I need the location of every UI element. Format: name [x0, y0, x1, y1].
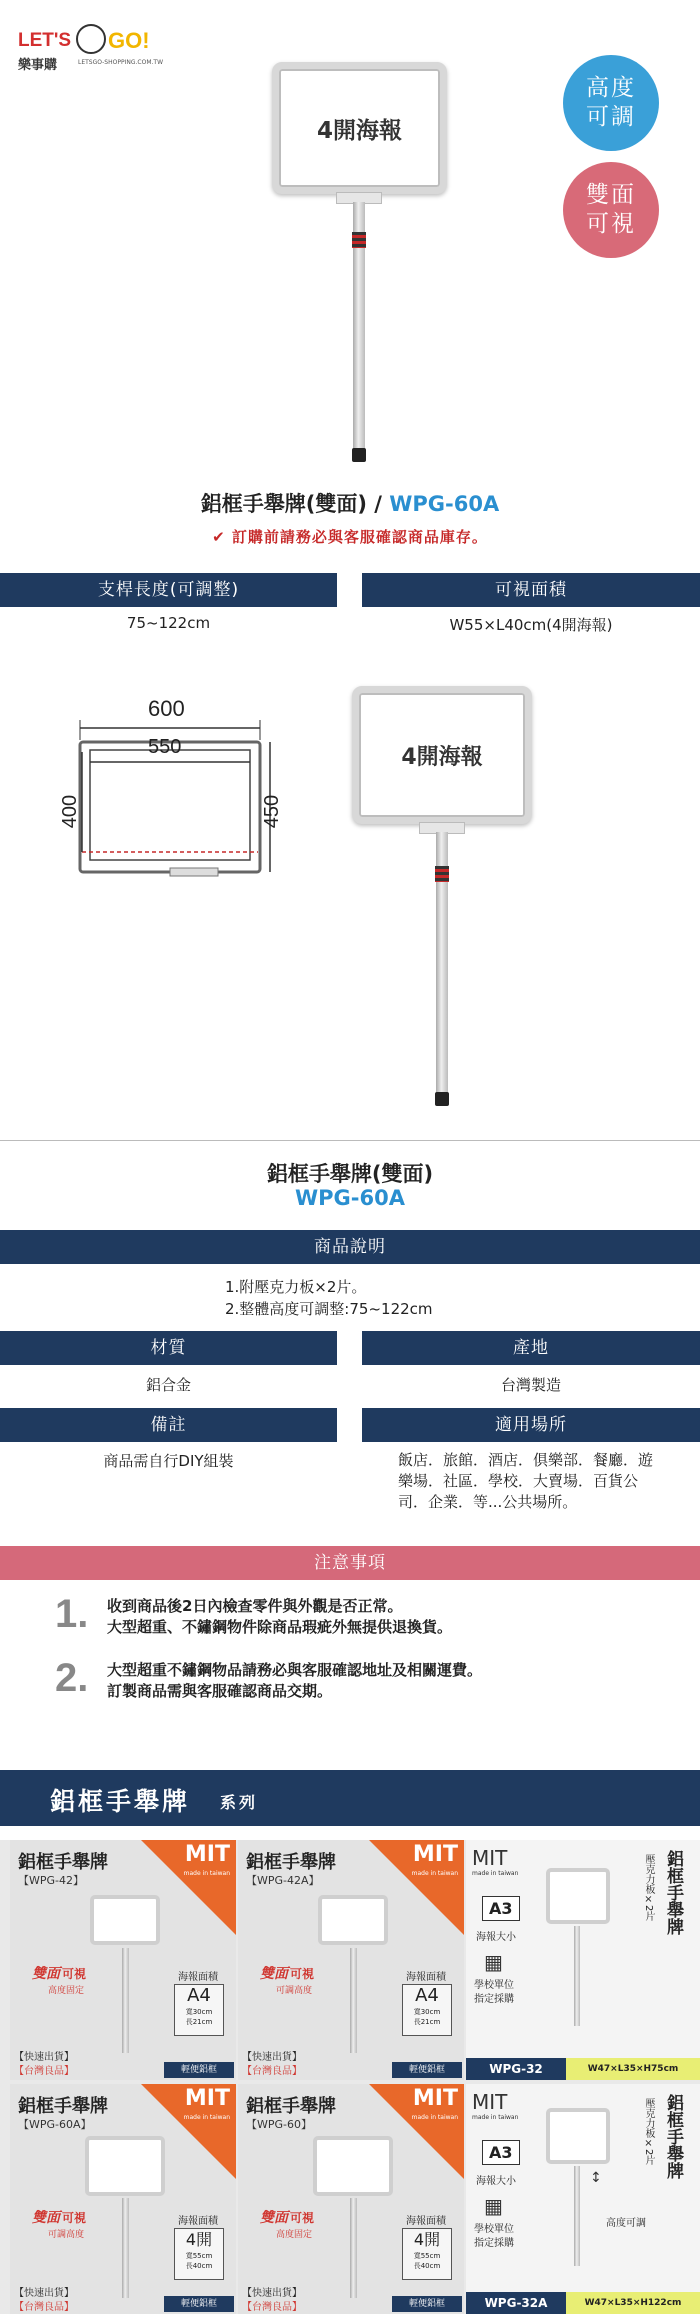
card-length: 長21cm — [413, 2018, 441, 2026]
series-card[interactable] — [10, 2084, 236, 2314]
hero-poster-label: 4開海報 — [316, 117, 402, 144]
dimension-diagram — [60, 690, 300, 890]
diagram-poster-frame — [352, 686, 532, 824]
card-mit-label: MIT — [184, 1842, 230, 1867]
card-feat-2: 可視 — [290, 1967, 315, 1981]
card-made-in-taiwan: made in taiwan — [411, 1870, 458, 1877]
card-title: 鋁框手舉牌 — [246, 2096, 336, 2117]
stock-notice: ✔ 訂購前請務必與客服確認商品庫存。 — [212, 528, 488, 546]
side-mit: MIT — [472, 2090, 508, 2114]
side-v-sub: 壓克力板×2片 — [643, 2098, 654, 2166]
card-length: 長40cm — [185, 2262, 213, 2270]
section-divider — [0, 1140, 700, 1141]
dim-450: 450 — [261, 794, 284, 829]
card-feat-2: 可視 — [62, 1967, 87, 1981]
card-pole — [122, 1948, 129, 2053]
series-title: 鋁框手舉牌 — [50, 1787, 191, 1816]
card-mit-label: MIT — [184, 2086, 230, 2111]
side-school: 學校單位 — [474, 2224, 514, 2235]
side-pole — [574, 1926, 580, 2026]
card-size-box — [174, 1984, 224, 2036]
diagram-pole-joint — [435, 866, 449, 882]
hero-product-image — [272, 62, 447, 462]
card-product-thumb — [318, 1895, 388, 1945]
hero-poster-frame — [272, 62, 447, 194]
card-feat-1: 雙面 — [32, 2210, 60, 2226]
card-ship: 【快速出貨】 — [242, 2052, 302, 2063]
card-pole — [350, 2198, 357, 2298]
card-pole — [350, 1948, 357, 2053]
side-card-wpg-32a[interactable] — [466, 2084, 700, 2314]
card-title: 鋁框手舉牌 — [246, 1852, 336, 1873]
card-good: 【台灣良品】 — [14, 2066, 74, 2077]
series-card[interactable] — [10, 1840, 236, 2080]
card-made-in-taiwan: made in taiwan — [411, 2114, 458, 2121]
remark-header: 備註 — [0, 1408, 337, 1442]
side-adj: 高度可調 — [606, 2218, 646, 2229]
usage-header: 適用場所 — [362, 1408, 700, 1442]
series-card[interactable] — [238, 2084, 464, 2314]
note-2-line-1: 大型超重不鏽鋼物品請務必與客服確認地址及相關運費。 — [107, 1661, 483, 1679]
product-title-model: WPG-60A — [389, 492, 500, 516]
card-title: 鋁框手舉牌 — [18, 2096, 108, 2117]
card-feat-3: 可調高度 — [276, 1986, 313, 1996]
card-tag: 輕便鋁框 — [164, 2062, 234, 2078]
side-mit: MIT — [472, 1846, 508, 1870]
badge-double-line2: 可視 — [586, 211, 636, 237]
card-size: 4開 — [185, 2230, 213, 2249]
desc-lines — [225, 1276, 433, 1320]
origin-header: 產地 — [362, 1331, 700, 1365]
side-product-thumb — [546, 1868, 610, 1924]
card-ship: 【快速出貨】 — [242, 2288, 302, 2299]
side-v-sub: 壓克力板×2片 — [643, 1854, 654, 1922]
card-area-label: 海報面積 — [178, 2216, 218, 2227]
logo-letters: LET'S — [18, 30, 72, 51]
product-model: WPG-60A — [295, 1186, 405, 1210]
card-size: A4 — [415, 1985, 439, 2006]
side-size: A3 — [482, 2140, 520, 2165]
hero-pole-joint — [352, 232, 366, 248]
side-model: WPG-32A — [466, 2292, 566, 2314]
card-ship: 【快速出貨】 — [14, 2288, 74, 2299]
series-card[interactable] — [238, 1840, 464, 2080]
card-feat-1: 雙面 — [260, 1966, 288, 1982]
desc-line-1: 1.附壓克力板×2片。 — [225, 1278, 367, 1296]
card-model: 【WPG-42】 — [18, 1874, 84, 1887]
card-mit-label: MIT — [412, 2086, 458, 2111]
note-item-1 — [55, 1592, 655, 1642]
card-good: 【台灣良品】 — [242, 2302, 302, 2313]
logo-url: LETSGO-SHOPPING.COM.TW — [78, 59, 163, 66]
side-card-wpg-32[interactable] — [466, 1840, 700, 2080]
card-width: 寬30cm — [185, 2008, 213, 2016]
card-size-box — [402, 1984, 452, 2036]
card-made-in-taiwan: made in taiwan — [183, 2114, 230, 2121]
card-width: 寬55cm — [413, 2252, 441, 2260]
dim-550: 550 — [148, 736, 182, 758]
badge-double-line1: 雙面 — [586, 182, 636, 208]
card-feat-2: 可視 — [62, 2211, 87, 2225]
diagram-poster-label: 4開海報 — [401, 744, 483, 770]
card-model: 【WPG-60A】 — [18, 2118, 92, 2131]
note-1-line-1: 收到商品後2日內檢查零件與外觀是否正常。 — [107, 1597, 403, 1615]
note-number-1: 1. — [55, 1592, 89, 1636]
card-good: 【台灣良品】 — [14, 2302, 74, 2313]
side-school2: 指定採購 — [474, 2238, 514, 2249]
card-tag: 輕便鋁框 — [164, 2296, 234, 2312]
card-mit-label: MIT — [412, 1842, 458, 1867]
note-1-line-2: 大型超重、不鏽鋼物件除商品瑕疵外無提供退換貨。 — [107, 1618, 453, 1636]
card-pole — [122, 2198, 129, 2298]
badge-height-line1: 高度 — [586, 75, 636, 101]
height-arrow-icon: ↕ — [590, 2170, 602, 2186]
area-value: W55×L40cm(4開海報) — [449, 616, 613, 634]
side-made: made in taiwan — [472, 1870, 519, 1877]
series-suffix: 系列 — [220, 1793, 259, 1812]
card-product-thumb — [313, 2136, 393, 2196]
card-length: 長40cm — [413, 2262, 441, 2270]
side-dims: W47×L35×H75cm — [566, 2058, 700, 2080]
school-icon: ▦ — [484, 1950, 503, 1974]
card-size: A4 — [187, 1985, 211, 2006]
note-number-2: 2. — [55, 1656, 89, 1700]
length-value: 75~122cm — [126, 614, 211, 632]
card-title: 鋁框手舉牌 — [18, 1852, 108, 1873]
logo[interactable] — [14, 24, 184, 74]
note-item-2 — [55, 1656, 655, 1706]
side-size: A3 — [482, 1896, 520, 1921]
note-text-2 — [107, 1660, 482, 1702]
card-feat-1: 雙面 — [32, 1966, 60, 1982]
card-feat-1: 雙面 — [260, 2210, 288, 2226]
card-tag: 輕便鋁框 — [392, 2296, 462, 2312]
side-v-title: 鋁框手舉牌 — [663, 1850, 683, 1935]
diagram-pole-cap — [435, 1092, 449, 1106]
diagram-product-image — [352, 686, 532, 1106]
side-school: 學校單位 — [474, 1980, 514, 1991]
material-value: 鋁合金 — [145, 1376, 191, 1394]
side-pole — [574, 2166, 580, 2266]
side-v-title: 鋁框手舉牌 — [663, 2094, 683, 2179]
side-school2: 指定採購 — [474, 1994, 514, 2005]
remark-value: 商品需自行DIY組裝 — [103, 1452, 234, 1470]
dim-400: 400 — [59, 794, 82, 829]
card-size-box — [402, 2228, 452, 2280]
card-made-in-taiwan: made in taiwan — [183, 1870, 230, 1877]
card-size: 4開 — [413, 2230, 441, 2249]
notes-header: 注意事項 — [0, 1546, 700, 1580]
card-feat-3: 高度固定 — [276, 2230, 313, 2240]
hero-pole-cap — [352, 448, 366, 462]
badge-double-sided — [563, 162, 659, 258]
card-feat-2: 可視 — [290, 2211, 315, 2225]
note-2-line-2: 訂製商品需與客服確認商品交期。 — [107, 1682, 333, 1700]
card-size-box — [174, 2228, 224, 2280]
logo-go: GO! — [108, 28, 150, 53]
length-header: 支桿長度(可調整) — [0, 573, 337, 607]
badge-height-line2: 可調 — [586, 104, 636, 130]
logo-dog-icon — [76, 24, 106, 54]
side-product-thumb — [546, 2108, 610, 2164]
note-text-1 — [107, 1596, 452, 1638]
area-header: 可視面積 — [362, 573, 700, 607]
side-size-label: 海報大小 — [476, 1932, 516, 1943]
card-width: 寬30cm — [413, 2008, 441, 2016]
card-product-thumb — [85, 2136, 165, 2196]
card-tag: 輕便鋁框 — [392, 2062, 462, 2078]
side-made: made in taiwan — [472, 2114, 519, 2121]
card-model: 【WPG-60】 — [246, 2118, 312, 2131]
side-dims: W47×L35×H122cm — [566, 2292, 700, 2314]
logo-chinese: 樂事購 — [18, 58, 58, 73]
card-length: 長21cm — [185, 2018, 213, 2026]
desc-header: 商品說明 — [0, 1230, 700, 1264]
card-area-label: 海報面積 — [406, 2216, 446, 2227]
card-width: 寬55cm — [185, 2252, 213, 2260]
card-model: 【WPG-42A】 — [246, 1874, 320, 1887]
school-icon: ▦ — [484, 2194, 503, 2218]
desc-line-2: 2.整體高度可調整:75~122cm — [225, 1300, 433, 1318]
origin-value: 台灣製造 — [500, 1376, 561, 1394]
card-ship: 【快速出貨】 — [14, 2052, 74, 2063]
product-title — [0, 488, 700, 518]
side-model: WPG-32 — [466, 2058, 566, 2080]
usage-value: 飯店．旅館．酒店．俱樂部．餐廳．遊樂場．社區．學校．大賣場．百貨公司．企業．等...公共場所。 — [398, 1451, 654, 1511]
series-grid — [0, 1840, 700, 2314]
series-banner — [0, 1770, 700, 1826]
card-area-label: 海報面積 — [178, 1972, 218, 1983]
product-name: 鋁框手舉牌(雙面) — [266, 1162, 434, 1186]
card-feat-3: 高度固定 — [48, 1986, 85, 1996]
dim-600: 600 — [148, 696, 185, 721]
badge-height-adjustable — [563, 55, 659, 151]
side-size-label: 海報大小 — [476, 2176, 516, 2187]
card-feat-3: 可調高度 — [48, 2230, 85, 2240]
card-area-label: 海報面積 — [406, 1972, 446, 1983]
material-header: 材質 — [0, 1331, 337, 1365]
card-good: 【台灣良品】 — [242, 2066, 302, 2077]
card-product-thumb — [90, 1895, 160, 1945]
product-title-name: 鋁框手舉牌(雙面) / — [200, 492, 390, 516]
